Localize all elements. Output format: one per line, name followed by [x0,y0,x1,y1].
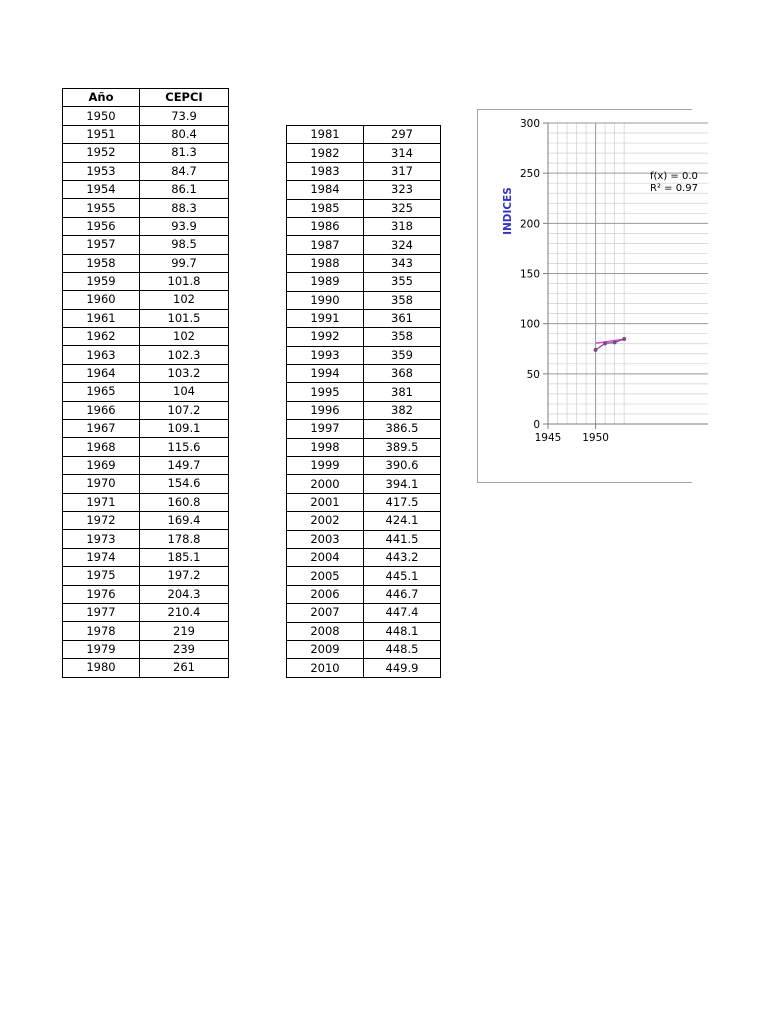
cepci-value-cell: 443.2 [364,548,441,566]
cepci-value-cell: 358 [364,328,441,346]
year-cell: 1982 [287,144,364,162]
year-cell: 1969 [63,456,140,474]
year-cell: 1990 [287,291,364,309]
cepci-value-cell: 102 [140,328,229,346]
cepci-value-cell: 204.3 [140,585,229,603]
table-row [63,493,229,511]
table-row [63,309,229,327]
year-cell: 1953 [63,162,140,180]
table-row [63,475,229,493]
table-row [63,107,229,125]
year-cell: 1985 [287,199,364,217]
table-row [287,273,441,291]
table-row [63,328,229,346]
year-cell: 1966 [63,401,140,419]
table-row [287,457,441,475]
year-cell: 2009 [287,640,364,658]
year-cell: 1962 [63,328,140,346]
data-point [594,348,598,352]
cepci-value-cell: 109.1 [140,420,229,438]
table-row [287,640,441,658]
trendline-r-squared: R² = 0.97 [650,183,698,194]
cepci-value-cell: 343 [364,254,441,272]
year-cell: 2008 [287,622,364,640]
table-row [287,585,441,603]
table-row [287,548,441,566]
cepci-value-cell: 103.2 [140,364,229,382]
cepci-value-cell: 197.2 [140,567,229,585]
data-point [603,341,607,345]
y-axis-title: INDICES [502,187,514,235]
data-point [613,340,617,344]
cepci-chart [477,109,698,483]
cepci-value-cell: 239 [140,640,229,658]
year-cell: 1968 [63,438,140,456]
table-row [287,328,441,346]
year-cell: 1950 [63,107,140,125]
cepci-value-cell: 297 [364,126,441,144]
cepci-value-cell: 325 [364,199,441,217]
cepci-value-cell: 361 [364,309,441,327]
year-cell: 1971 [63,493,140,511]
cepci-value-cell: 101.8 [140,272,229,290]
table-row [287,346,441,364]
cepci-value-cell: 445.1 [364,567,441,585]
year-cell: 1992 [287,328,364,346]
x-tick-label: 1950 [582,432,609,444]
year-cell: 1993 [287,346,364,364]
cepci-value-cell: 417.5 [364,493,441,511]
year-cell: 2000 [287,475,364,493]
table-row [287,659,441,677]
cepci-value-cell: 185.1 [140,548,229,566]
year-cell: 1958 [63,254,140,272]
cepci-value-cell: 102.3 [140,346,229,364]
table-row [63,530,229,548]
year-cell: 2005 [287,567,364,585]
cepci-value-cell: 107.2 [140,401,229,419]
table-row [287,420,441,438]
cepci-value-cell: 149.7 [140,456,229,474]
table-row [287,567,441,585]
table-row [287,291,441,309]
table-row [287,475,441,493]
cepci-value-cell: 358 [364,291,441,309]
year-cell: 1999 [287,457,364,475]
year-cell: 1955 [63,199,140,217]
table-row [287,217,441,235]
table-row [63,383,229,401]
year-cell: 1961 [63,309,140,327]
cepci-value-cell: 386.5 [364,420,441,438]
cepci-value-cell: 394.1 [364,475,441,493]
table-row [63,511,229,529]
cepci-value-cell: 102 [140,291,229,309]
table-row [63,567,229,585]
header-cepci: CEPCI [140,89,229,107]
year-cell: 1981 [287,126,364,144]
table-row [287,438,441,456]
table-row [287,365,441,383]
cepci-value-cell: 441.5 [364,530,441,548]
cepci-value-cell: 86.1 [140,180,229,198]
table-row [63,603,229,621]
y-tick-label: 0 [533,419,540,431]
table-row [63,125,229,143]
year-cell: 1963 [63,346,140,364]
year-cell: 1994 [287,365,364,383]
table-row [287,401,441,419]
table-row [287,236,441,254]
cepci-value-cell: 447.4 [364,604,441,622]
cepci-value-cell: 355 [364,273,441,291]
table-row [63,640,229,658]
table-row [63,622,229,640]
cepci-value-cell: 390.6 [364,457,441,475]
cepci-value-cell: 154.6 [140,475,229,493]
cepci-value-cell: 219 [140,622,229,640]
cepci-value-cell: 98.5 [140,236,229,254]
cepci-value-cell: 115.6 [140,438,229,456]
cepci-value-cell: 314 [364,144,441,162]
year-cell: 1975 [63,567,140,585]
cepci-value-cell: 73.9 [140,107,229,125]
cepci-value-cell: 389.5 [364,438,441,456]
year-cell: 1976 [63,585,140,603]
year-cell: 1954 [63,180,140,198]
year-cell: 1977 [63,603,140,621]
cepci-value-cell: 382 [364,401,441,419]
table-row [63,420,229,438]
table-row [287,162,441,180]
cepci-value-cell: 323 [364,181,441,199]
table-row [287,126,441,144]
table-header-row [63,89,229,107]
table-row [287,383,441,401]
year-cell: 1983 [287,162,364,180]
year-cell: 1988 [287,254,364,272]
year-cell: 1957 [63,236,140,254]
year-cell: 2007 [287,604,364,622]
table-row [63,199,229,217]
table-row [287,530,441,548]
y-tick-label: 50 [526,368,540,381]
y-tick-label: 300 [519,118,540,130]
table-row [287,144,441,162]
cepci-value-cell: 169.4 [140,511,229,529]
table-row [287,254,441,272]
table-row [63,254,229,272]
cepci-value-cell: 81.3 [140,144,229,162]
cepci-value-cell: 99.7 [140,254,229,272]
year-cell: 1991 [287,309,364,327]
table-row [63,144,229,162]
cepci-value-cell: 80.4 [140,125,229,143]
year-cell: 1959 [63,272,140,290]
table-row [63,456,229,474]
cepci-table-1950-1980 [62,88,229,678]
table-row [63,272,229,290]
year-cell: 2010 [287,659,364,677]
cepci-value-cell: 84.7 [140,162,229,180]
cepci-value-cell: 93.9 [140,217,229,235]
year-cell: 1956 [63,217,140,235]
cepci-value-cell: 359 [364,346,441,364]
cepci-value-cell: 210.4 [140,603,229,621]
cepci-value-cell: 368 [364,365,441,383]
year-cell: 1995 [287,383,364,401]
data-point [622,337,626,341]
year-cell: 2006 [287,585,364,603]
year-cell: 1989 [287,273,364,291]
cepci-value-cell: 449.9 [364,659,441,677]
y-tick-label: 250 [519,168,540,181]
table-row [63,217,229,235]
year-cell: 1987 [287,236,364,254]
cepci-value-cell: 160.8 [140,493,229,511]
table-row [63,401,229,419]
cepci-value-cell: 446.7 [364,585,441,603]
table-row [63,438,229,456]
year-cell: 2003 [287,530,364,548]
year-cell: 1980 [63,659,140,677]
x-tick-label: 1945 [534,432,562,444]
table-row [63,162,229,180]
cepci-value-cell: 424.1 [364,512,441,530]
year-cell: 1986 [287,217,364,235]
year-cell: 1979 [63,640,140,658]
cepci-value-cell: 381 [364,383,441,401]
table-row [287,622,441,640]
cepci-value-cell: 317 [364,162,441,180]
cepci-value-cell: 318 [364,217,441,235]
cepci-value-cell: 101.5 [140,309,229,327]
year-cell: 2001 [287,493,364,511]
cepci-value-cell: 104 [140,383,229,401]
table-row [63,236,229,254]
year-cell: 1984 [287,181,364,199]
y-tick-label: 100 [519,318,540,331]
table-row [287,181,441,199]
cepci-value-cell: 324 [364,236,441,254]
cepci-value-cell: 448.1 [364,622,441,640]
y-tick-label: 200 [519,218,540,231]
year-cell: 1996 [287,401,364,419]
year-cell: 1951 [63,125,140,143]
year-cell: 1972 [63,511,140,529]
table-row [287,199,441,217]
table-row [63,548,229,566]
table-row [63,346,229,364]
year-cell: 1998 [287,438,364,456]
cepci-table-1981-2010 [286,125,441,678]
table-row [63,585,229,603]
year-cell: 1952 [63,144,140,162]
cepci-value-cell: 261 [140,659,229,677]
table-row [287,604,441,622]
year-cell: 1973 [63,530,140,548]
y-tick-label: 150 [519,268,540,281]
cepci-value-cell: 178.8 [140,530,229,548]
table-row [63,291,229,309]
year-cell: 2002 [287,512,364,530]
table-row [287,309,441,327]
year-cell: 1997 [287,420,364,438]
year-cell: 1970 [63,475,140,493]
table-row [287,512,441,530]
year-cell: 1965 [63,383,140,401]
year-cell: 2004 [287,548,364,566]
table-row [63,659,229,677]
table-row [63,364,229,382]
year-cell: 1964 [63,364,140,382]
chart-plot [478,110,698,482]
table-row [287,493,441,511]
year-cell: 1974 [63,548,140,566]
table-row [63,180,229,198]
year-cell: 1978 [63,622,140,640]
trendline-equation: f(x) = 0.0 [650,171,698,182]
year-cell: 1967 [63,420,140,438]
year-cell: 1960 [63,291,140,309]
header-year: Año [63,89,140,107]
cepci-value-cell: 88.3 [140,199,229,217]
cepci-value-cell: 448.5 [364,640,441,658]
